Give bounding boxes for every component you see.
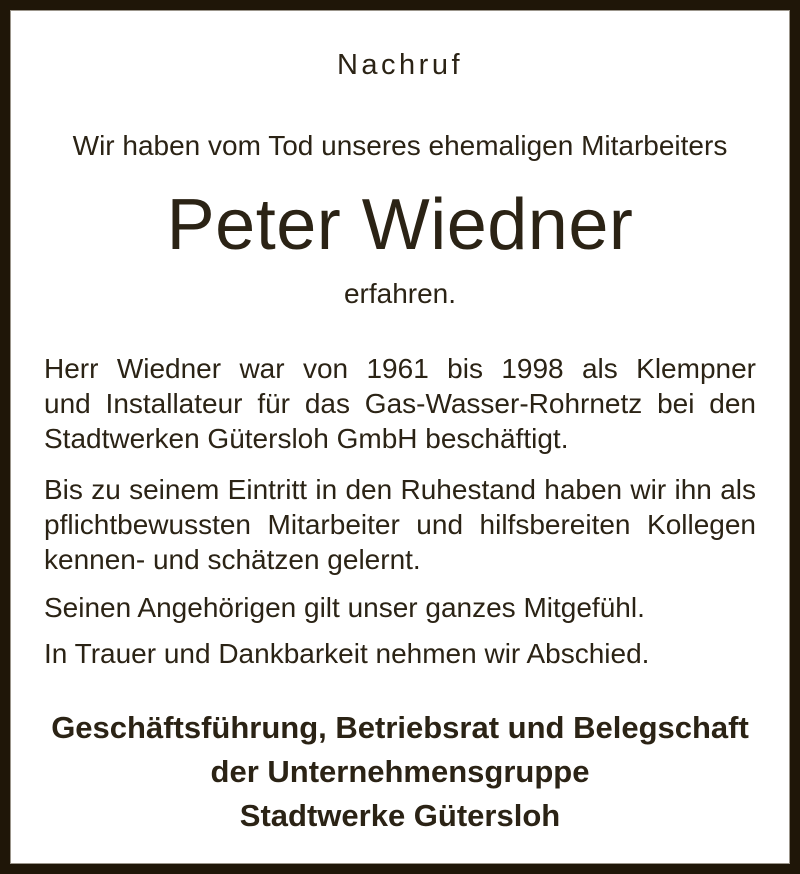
signature-line-organisations: Geschäftsführung, Betriebsrat und Belegschaft xyxy=(51,710,749,745)
farewell-line: In Trauer und Dankbarkeit nehmen wir Abschied. xyxy=(44,638,650,669)
condolence-line: Seinen Angehörigen gilt unser ganzes Mitgefühl. xyxy=(44,592,645,623)
notice-type-heading: Nachruf xyxy=(336,49,464,81)
obituary-card xyxy=(10,10,790,864)
paragraph-appreciation-line: pflichtbewussten Mitarbeiter und hilfsbereiten Kollegen xyxy=(44,509,756,540)
paragraph-career-line: Stadtwerken Gütersloh GmbH beschäftigt. xyxy=(44,423,569,454)
paragraph-career-line: und Installateur für das Gas-Wasser-Rohrnetz bei den xyxy=(44,388,756,419)
paragraph-appreciation xyxy=(44,472,756,577)
paragraph-career-line: Herr Wiedner war von 1961 bis 1998 als Klempner xyxy=(44,353,756,384)
intro-line: Wir haben vom Tod unseres ehemaligen Mitarbeiters xyxy=(72,130,728,161)
signature-block xyxy=(44,706,756,838)
signature-line-company: Stadtwerke Gütersloh xyxy=(239,798,561,833)
paragraph-appreciation-line: kennen- und schätzen gelernt. xyxy=(44,544,421,575)
deceased-name: Peter Wiedner xyxy=(166,185,634,265)
paragraph-career xyxy=(44,351,756,456)
signature-line-group: der Unternehmensgruppe xyxy=(210,754,590,789)
paragraph-appreciation-line: Bis zu seinem Eintritt in den Ruhestand haben wir ihn als xyxy=(44,474,756,505)
intro-continuation: erfahren. xyxy=(343,278,457,309)
